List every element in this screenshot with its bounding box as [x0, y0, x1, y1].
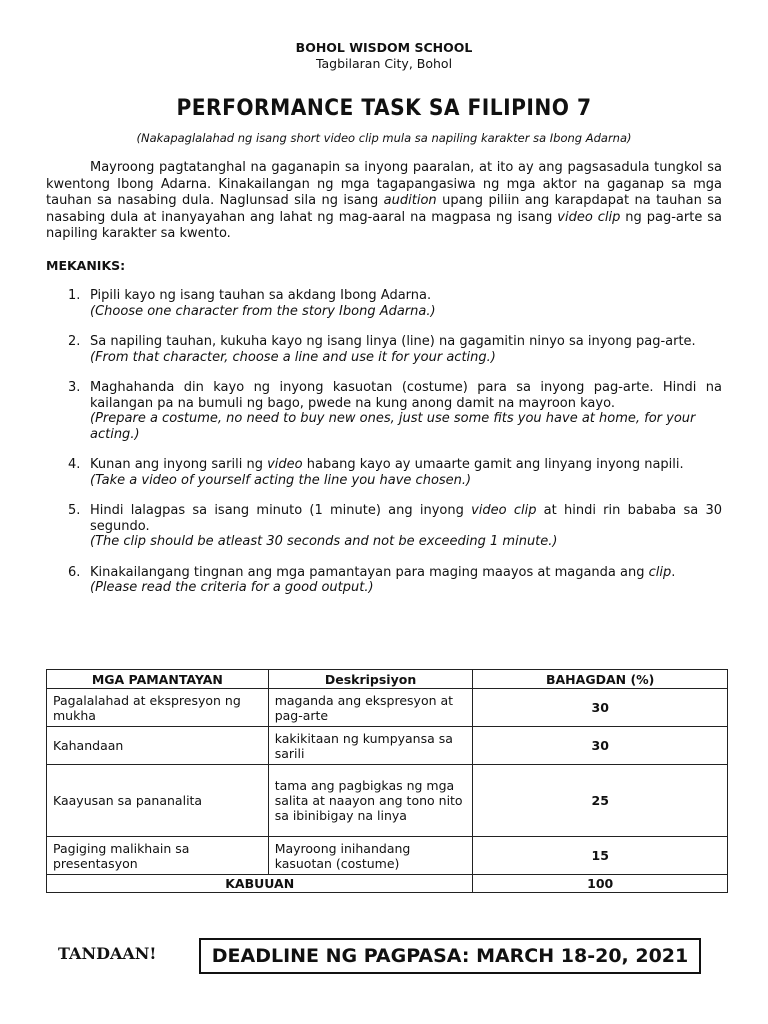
- table-row: [47, 765, 728, 837]
- table-header-row: [47, 670, 728, 689]
- intro-text-3: ng pag-arte sa napiling karakter sa kwento.: [46, 209, 723, 241]
- table-total-row: [47, 875, 728, 893]
- header-deskripsiyon: Deskripsiyon: [268, 670, 473, 689]
- mekaniks-list: [46, 288, 722, 611]
- criterion-cell: Pagalalahad at ekspresyon ng mukha: [47, 689, 269, 727]
- item-text: Kunan ang inyong sarili ng: [90, 457, 268, 472]
- item-text: Maghahanda din kayo ng inyong kasuotan (costume) para sa inyong pag-arte. Hindi na kailangan pa na bumuli ng bago, pwede na kung anong damit na mayroon kayo.: [90, 380, 722, 411]
- item-number: 2.: [68, 334, 81, 349]
- item-number: 5.: [68, 503, 81, 518]
- header-pamantayan: MGA PAMANTAYAN: [47, 670, 269, 689]
- table-row: [47, 837, 728, 875]
- deadline-box: DEADLINE NG PAGPASA: MARCH 18-20, 2021: [199, 938, 701, 974]
- intro-paragraph: [46, 160, 722, 243]
- item-number: 6.: [68, 564, 81, 580]
- item-translation: (The clip should be atleast 30 seconds and not be exceeding 1 minute.): [90, 534, 558, 549]
- table-row: [47, 689, 728, 727]
- table-row: [47, 727, 728, 765]
- item-text: Hindi lalagpas sa isang minuto (1 minute) ang inyong: [90, 503, 472, 518]
- item-translation: (From that character, choose a line and use it for your acting.): [90, 349, 496, 365]
- school-name: BOHOL WISDOM SCHOOL: [295, 40, 473, 55]
- item-text: Kinakailangang tingnan ang mga pamantayan para maging maayos at maganda ang: [90, 564, 649, 580]
- item-text: Pipili kayo ng isang tauhan sa akdang Ibong Adarna.: [90, 288, 432, 303]
- item-text-italic: video clip: [471, 503, 537, 518]
- intro-text-1: Mayroong pagtatanghal na gaganapin sa inyong paaralan, at ito ay ang pagsasadula tungkol sa kwentong Ibong Adarna. Kinakailangan ng mga tagapangasiwa ng mga aktor na gaganap sa mga tauhan sa nasabing dula. Naglunsad sila ng isang: [46, 160, 722, 208]
- intro-text-2: upang piliin ang karapdapat na tauhan sa nasabing dula at inanyayahan ang lahat ng mag-aaral na magpasa ng isang: [46, 193, 722, 225]
- percent-cell: 15: [473, 837, 728, 875]
- total-label: KABUUAN: [47, 875, 473, 893]
- item-translation: (Please read the criteria for a good output.): [90, 580, 374, 595]
- item-text: habang kayo ay umaarte gamit ang linyang inyong napili.: [302, 457, 684, 472]
- school-city: Tagbilaran City, Bohol: [315, 56, 453, 71]
- item-text-italic: clip: [648, 564, 672, 580]
- criterion-cell: Pagiging malikhain sa presentasyon: [47, 837, 269, 875]
- list-item: [46, 334, 722, 365]
- item-number: 4.: [68, 457, 81, 472]
- page-subtitle: (Nakapaglalahad ng isang short video clip mula sa napiling karakter sa Ibong Adarna): [136, 131, 632, 145]
- description-cell: maganda ang ekspresyon at pag-arte: [268, 689, 473, 727]
- item-number: 1.: [68, 288, 81, 303]
- description-cell: kakikitaan ng kumpyansa sa sarili: [268, 727, 473, 765]
- tandaan-label: TANDAAN!: [58, 944, 157, 963]
- page-title: PERFORMANCE TASK SA FILIPINO 7: [176, 96, 592, 121]
- criterion-cell: Kahandaan: [47, 727, 269, 765]
- list-item: [46, 503, 722, 550]
- intro-videoclip: video clip: [557, 209, 621, 225]
- list-item: [46, 565, 722, 596]
- description-cell: tama ang pagbigkas ng mga salita at naayon ang tono nito sa ibinibigay na linya: [268, 765, 473, 837]
- item-text: Sa napiling tauhan, kukuha kayo ng isang linya (line) na gagamitin ninyo sa inyong pag-arte.: [90, 334, 696, 349]
- header-bahagdan: BAHAGDAN (%): [473, 670, 728, 689]
- percent-cell: 25: [473, 765, 728, 837]
- list-item: [46, 380, 722, 442]
- percent-cell: 30: [473, 727, 728, 765]
- total-value: 100: [473, 875, 728, 893]
- item-translation: (Take a video of yourself acting the line you have chosen.): [90, 472, 472, 488]
- item-translation: (Prepare a costume, no need to buy new ones, just use some fits you have at home, for your acting.): [90, 411, 696, 442]
- description-cell: Mayroong inihandang kasuotan (costume): [268, 837, 473, 875]
- criterion-cell: Kaayusan sa pananalita: [47, 765, 269, 837]
- list-item: [46, 288, 722, 319]
- mekaniks-heading: MEKANIKS:: [46, 258, 126, 273]
- item-text-italic: video: [267, 457, 303, 472]
- item-translation: (Choose one character from the story Ibong Adarna.): [90, 303, 436, 319]
- item-text: .: [671, 564, 676, 580]
- intro-audition: audition: [383, 193, 437, 208]
- criteria-table: [46, 669, 728, 893]
- item-number: 3.: [68, 380, 81, 395]
- item-text: at hindi rin bababa sa 30 segundo.: [90, 503, 722, 534]
- percent-cell: 30: [473, 689, 728, 727]
- list-item: [46, 457, 722, 488]
